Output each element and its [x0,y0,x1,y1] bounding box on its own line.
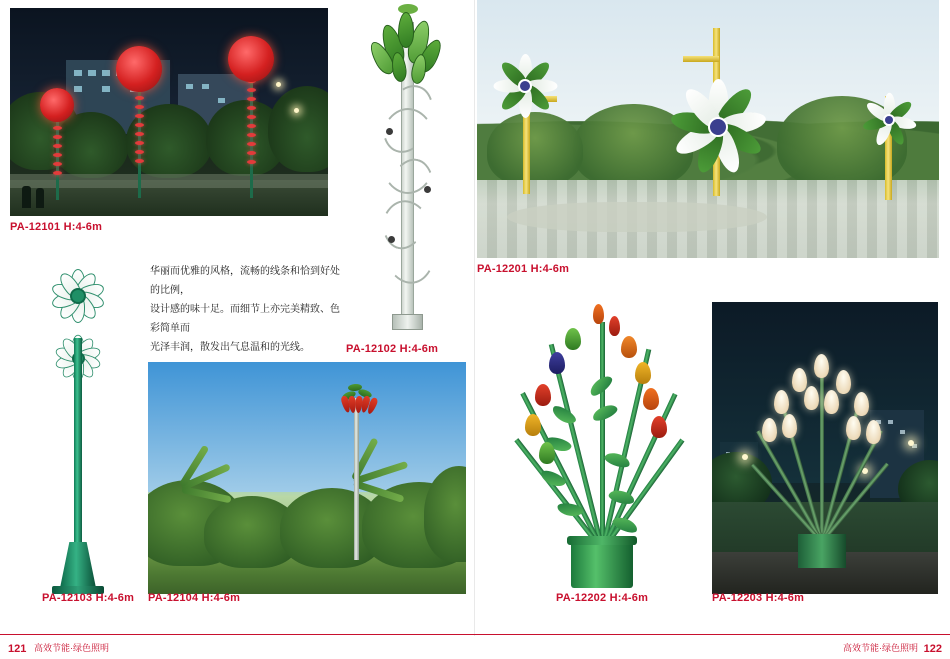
photo-pa-12201 [477,0,939,258]
pinwheel-flower [663,72,773,182]
product-pa-12202 [505,292,700,594]
pinwheel-flower [483,44,567,128]
product-pa-12103 [12,238,144,596]
caption-pa-12101: PA-12101 H:4-6m [10,221,103,233]
photo-pa-12203 [712,302,938,594]
caption-pa-12104: PA-12104 H:4-6m [148,592,241,604]
page-spine-divider [474,0,475,636]
description-line-1: 华丽而优雅的风格，流畅的线条和恰到好处的比例， [150,266,340,296]
pinwheel-flower [849,80,929,160]
product-pa-12102 [348,0,468,338]
footer-rule [0,634,950,635]
caption-pa-12102: PA-12102 H:4-6m [346,343,439,355]
caption-pa-12201: PA-12201 H:4-6m [477,263,570,275]
footer-note-right: 高效节能·绿色照明 [843,643,918,653]
caption-pa-12103: PA-12103 H:4-6m [42,592,135,604]
description-line-2: 设计感的味十足。而细节上亦完美精致、色彩简单而 [150,304,340,334]
photo-pa-12104 [148,362,466,594]
caption-pa-12203: PA-12203 H:4-6m [712,592,805,604]
caption-pa-12202: PA-12202 H:4-6m [556,592,649,604]
description-line-3: 光泽丰润，散发出气息温和的光线。 [150,342,310,353]
folio-right: 122 [923,643,942,655]
photo-pa-12101 [10,8,328,216]
folio-left: 121 [8,643,27,655]
footer-note-left: 高效节能·绿色照明 [34,643,109,653]
description-text [150,262,340,357]
